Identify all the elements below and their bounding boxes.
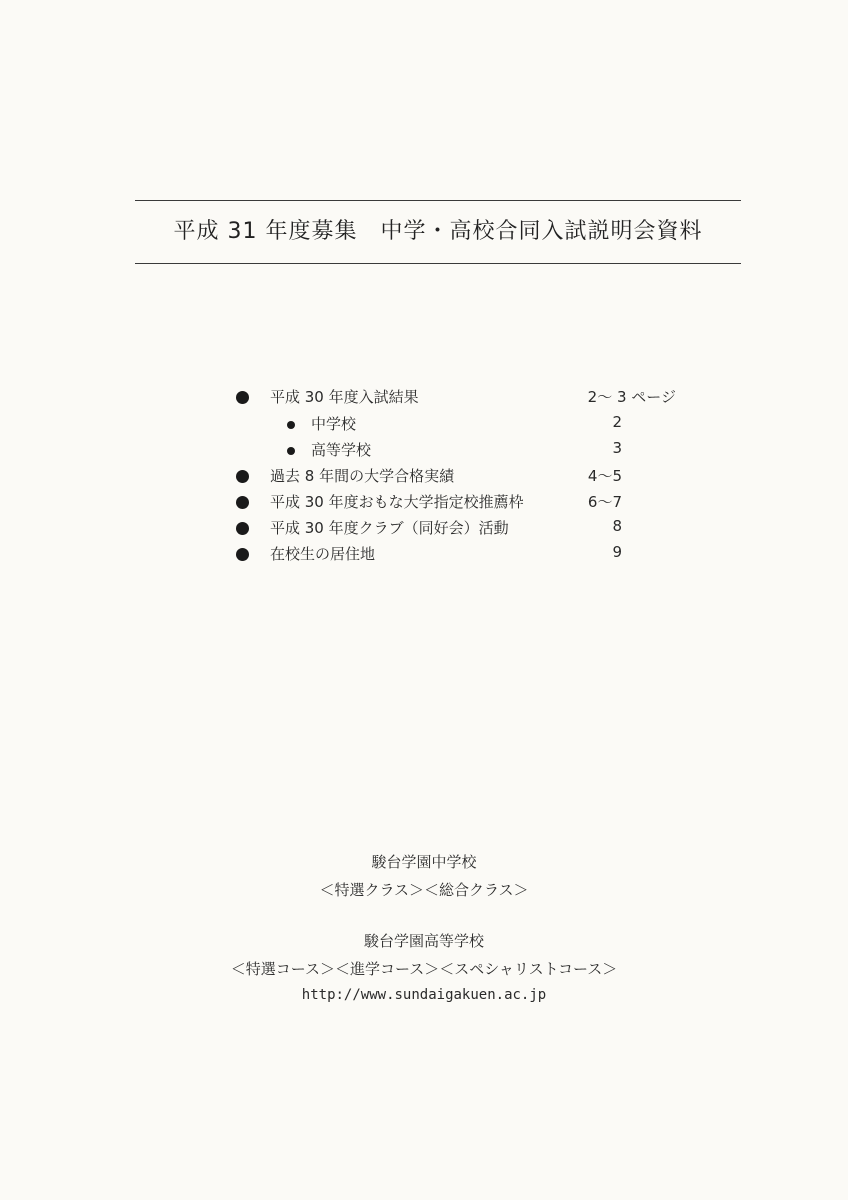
toc-item-label: 過去 8 年間の大学合格実績: [270, 467, 455, 485]
high-school-courses: ＜特選コース＞＜進学コース＞＜スペシャリストコース＞: [230, 960, 618, 978]
toc-subitem-junior-high: [0, 412, 848, 438]
title-top-rule: [135, 200, 741, 201]
toc-item-page: 4～5: [587, 467, 622, 485]
school-url: http://www.sundaigakuen.ac.jp: [301, 987, 547, 1003]
junior-school-name: 駿台学園中学校: [371, 853, 477, 871]
toc-item-page: 6～7: [587, 493, 622, 511]
toc-item-label: 平成 30 年度入試結果: [270, 388, 419, 406]
small-bullet-icon: [287, 421, 295, 429]
bullet-icon: [236, 548, 249, 561]
junior-classes: ＜特選クラス＞＜総合クラス＞: [319, 881, 529, 899]
toc-item-page: 2: [612, 413, 622, 431]
bullet-icon: [236, 522, 249, 535]
toc-item-club-activities: [0, 516, 848, 542]
title-bottom-rule: [135, 263, 741, 264]
toc-item-label: 平成 30 年度クラブ（同好会）活動: [270, 519, 509, 537]
toc-item-entrance-results: [0, 385, 848, 411]
toc-item-page: 2～ 3 ページ: [587, 388, 676, 406]
toc-item-page: 3: [612, 439, 622, 457]
high-school-name: 駿台学園高等学校: [363, 932, 484, 950]
toc-item-label: 中学校: [311, 415, 357, 433]
document-title: 平成 31 年度募集 中学・高校合同入試説明会資料: [173, 219, 703, 244]
toc-item-page: 9: [612, 543, 622, 561]
toc-item-page: 8: [612, 517, 622, 535]
toc-item-student-residence: [0, 542, 848, 568]
toc-item-university-results: [0, 464, 848, 490]
toc-item-label: 高等学校: [311, 441, 372, 459]
bullet-icon: [236, 391, 249, 404]
toc-subitem-high-school: [0, 438, 848, 464]
bullet-icon: [236, 470, 249, 483]
toc-item-label: 在校生の居住地: [270, 545, 376, 563]
toc-item-label: 平成 30 年度おもな大学指定校推薦枠: [270, 493, 524, 511]
bullet-icon: [236, 496, 249, 509]
toc-item-recommendation-quota: [0, 490, 848, 516]
small-bullet-icon: [287, 447, 295, 455]
